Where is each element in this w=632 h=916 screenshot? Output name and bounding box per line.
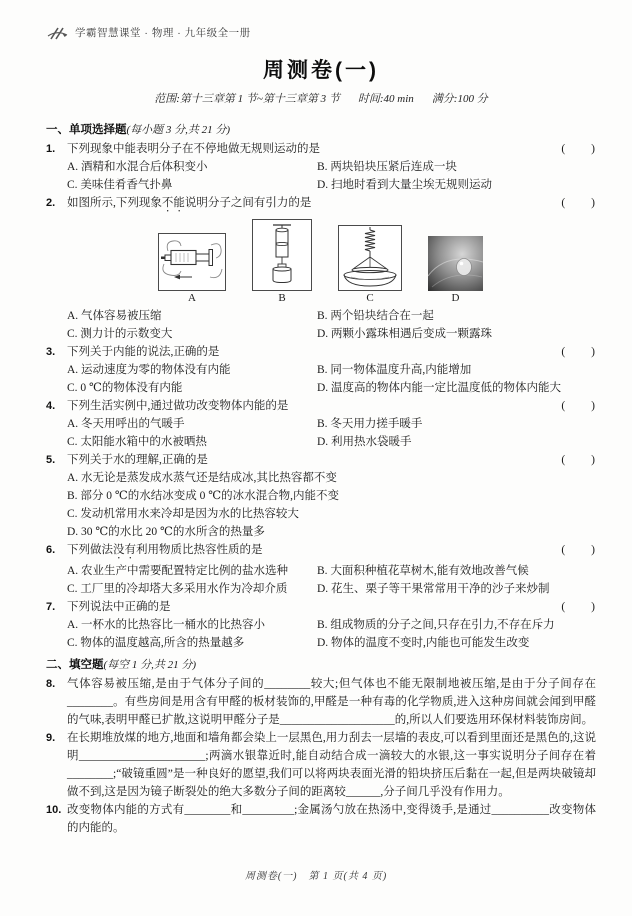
question-number: 10. bbox=[46, 804, 62, 816]
answer-bracket: ( ) bbox=[561, 400, 596, 412]
option-c: C. 测力计的示数变大 bbox=[67, 328, 173, 340]
meta-score: 满分:100 分 bbox=[431, 93, 488, 105]
figure-a bbox=[158, 233, 226, 305]
question-8 bbox=[46, 675, 596, 729]
question-10 bbox=[46, 801, 596, 837]
question-2 bbox=[46, 194, 596, 343]
question-5 bbox=[46, 451, 596, 541]
page-title: 周测卷(一) bbox=[263, 59, 379, 82]
figure-label: A bbox=[188, 292, 196, 304]
options-list bbox=[67, 469, 596, 541]
figure-c-spring-plate-image bbox=[338, 225, 402, 291]
question-text: 下列说法中正确的是 bbox=[67, 601, 171, 613]
question-text: 下列现象中能表明分子在不停地做无规则运动的是 bbox=[67, 143, 320, 155]
option-d: D. 温度高的物体内能一定比温度低的物体内能大 bbox=[317, 382, 562, 394]
question-text: 下列关于内能的说法,正确的是 bbox=[67, 346, 220, 358]
question-number: 1. bbox=[46, 143, 56, 155]
question-number: 2. bbox=[46, 197, 56, 209]
option-b: B. 组成物质的分子之间,只存在引力,不存在斥力 bbox=[317, 619, 555, 631]
emphasized-word: 不能 bbox=[161, 197, 185, 209]
options-list bbox=[67, 616, 596, 652]
figure-label: B bbox=[278, 292, 286, 304]
section-choice-heading bbox=[46, 121, 596, 139]
question-text: 在长期堆放煤的地方,地面和墙角都会染上一层黑色,用力刮去一层墙的表皮,可以看到里面还是黑色的,这说明______________________;两滴水银靠近时,能自动结合成一滴较大的水银,这一事实说明分子间存在着________;“破镜重圆”是一种良好的愿望,我们可以将两块表面光滑的铅块挤压后黏在一起,但是两块破镜却做不到,这是因为镜子断裂处的绝大多数分子间的距离较______,分子间几乎没有作用力。 bbox=[67, 732, 596, 798]
emphasized-word: 没有 bbox=[113, 544, 136, 556]
option-c: C. 美味佳肴香气扑鼻 bbox=[67, 179, 173, 191]
answer-bracket: ( ) bbox=[561, 143, 596, 155]
option-b: B. 同一物体温度升高,内能增加 bbox=[317, 364, 472, 376]
option-a: A. 一杯水的比热容比一桶水的比热容小 bbox=[67, 619, 266, 631]
figure-d bbox=[428, 236, 483, 305]
option-b: B. 部分 0 ℃的水结冰变成 0 ℃的冰水混合物,内能不变 bbox=[67, 490, 340, 502]
answer-bracket: ( ) bbox=[561, 454, 596, 466]
meta-scope: 范围:第十三章第 1 节~第十三章第 3 节 bbox=[154, 93, 340, 105]
brand-logo-icon bbox=[46, 26, 70, 41]
options-list bbox=[67, 361, 596, 397]
question-text: 下列做法没有利用物质比热容性质的是 bbox=[67, 544, 263, 556]
brand-text: 学霸智慧课堂 · 物理 · 九年级全一册 bbox=[75, 27, 251, 39]
section-fill-note: (每空 1 分,共 21 分) bbox=[103, 659, 197, 671]
question-number: 6. bbox=[46, 544, 56, 556]
figure-b-lead-blocks-image bbox=[252, 219, 312, 291]
exam-meta bbox=[46, 90, 596, 108]
figure-b bbox=[252, 219, 312, 305]
question-4 bbox=[46, 397, 596, 451]
option-a: A. 气体容易被压缩 bbox=[67, 310, 162, 322]
page-footer: 周测卷(一) 第 1 页(共 4 页) bbox=[244, 871, 388, 882]
question-1 bbox=[46, 140, 596, 194]
figure-label: D bbox=[451, 292, 460, 304]
figure-c bbox=[338, 225, 402, 305]
option-a: A. 水无论是蒸发成水蒸气还是结成冰,其比热容都不变 bbox=[67, 472, 337, 484]
option-b: B. 两个铅块结合在一起 bbox=[317, 310, 434, 322]
figure-label: C bbox=[366, 292, 374, 304]
answer-bracket: ( ) bbox=[561, 346, 596, 358]
option-b: B. 冬天用力搓手暖手 bbox=[317, 418, 423, 430]
question-number: 9. bbox=[46, 732, 56, 744]
question-number: 5. bbox=[46, 454, 56, 466]
options-list bbox=[67, 562, 596, 598]
figure-a-syringe-image bbox=[158, 233, 226, 291]
question-text: 改变物体内能的方式有________和_________;金属汤勺放在热汤中,变得烫手,是通过__________改变物体的内能的。 bbox=[67, 804, 596, 834]
option-c: C. 太阳能水箱中的水被晒热 bbox=[67, 436, 207, 448]
option-c: C. 物体的温度越高,所含的热量越多 bbox=[67, 637, 245, 649]
question-6 bbox=[46, 541, 596, 598]
options-list bbox=[67, 415, 596, 451]
question-text: 下列关于水的理解,正确的是 bbox=[67, 454, 208, 466]
option-d: D. 30 ℃的水比 20 ℃的水所含的热量多 bbox=[67, 526, 265, 538]
options-list bbox=[67, 307, 596, 343]
question-3 bbox=[46, 343, 596, 397]
question-7 bbox=[46, 598, 596, 652]
option-d: D. 利用热水袋暖手 bbox=[317, 436, 412, 448]
answer-bracket: ( ) bbox=[561, 544, 596, 556]
option-d: D. 扫地时看到大量尘埃无规则运动 bbox=[317, 179, 493, 191]
option-b: B. 两块铅块压紧后连成一块 bbox=[317, 161, 457, 173]
answer-bracket: ( ) bbox=[561, 197, 596, 209]
option-b: B. 大面积种植花草树木,能有效地改善气候 bbox=[317, 565, 529, 577]
option-c: C. 0 ℃的物体没有内能 bbox=[67, 382, 183, 394]
option-c: C. 工厂里的冷却塔大多采用水作为冷却介质 bbox=[67, 583, 288, 595]
option-a: A. 农业生产中需要配置特定比例的盐水选种 bbox=[67, 565, 289, 577]
option-c: C. 发动机常用水来冷却是因为水的比热容较大 bbox=[67, 508, 299, 520]
option-d: D. 两颗小露珠相遇后变成一颗露珠 bbox=[317, 328, 493, 340]
section-choice-note: (每小题 3 分,共 21 分) bbox=[126, 124, 231, 136]
figure-d-dewdrop-photo bbox=[428, 236, 483, 291]
option-a: A. 冬天用呼出的气暖手 bbox=[67, 418, 185, 430]
question-number: 3. bbox=[46, 346, 56, 358]
section-fill-heading bbox=[46, 656, 596, 674]
answer-bracket: ( ) bbox=[561, 601, 596, 613]
option-a: A. 酒精和水混合后体积变小 bbox=[67, 161, 208, 173]
question-number: 8. bbox=[46, 678, 56, 690]
section-choice-title: 一、单项选择题 bbox=[46, 124, 127, 136]
question-2-figures bbox=[158, 219, 596, 305]
option-d: D. 物体的温度不变时,内能也可能发生改变 bbox=[317, 637, 530, 649]
question-9 bbox=[46, 729, 596, 801]
question-number: 7. bbox=[46, 601, 56, 613]
option-a: A. 运动速度为零的物体没有内能 bbox=[67, 364, 231, 376]
option-d: D. 花生、栗子等干果常常用干净的沙子来炒制 bbox=[317, 583, 550, 595]
question-number: 4. bbox=[46, 400, 56, 412]
brand-header bbox=[46, 24, 596, 42]
section-fill-title: 二、填空题 bbox=[46, 659, 104, 671]
meta-time: 时间:40 min bbox=[357, 93, 414, 105]
question-text: 如图所示,下列现象不能说明分子之间有引力的是 bbox=[67, 197, 312, 209]
options-list bbox=[67, 158, 596, 194]
question-text: 气体容易被压缩,是由于气体分子间的________较大;但气体也不能无限制地被压缩,是由于分子间存在________。有些房间是用含有甲醛的板材装饰的,甲醛是一种有毒的化学物质,进入这种房间就会闻到甲醛的气味,表明甲醛已扩散,这说明甲醛分子是____________________的,所以人们要选用环保材料装饰房间。 bbox=[67, 678, 596, 726]
question-text: 下列生活实例中,通过做功改变物体内能的是 bbox=[67, 400, 289, 412]
